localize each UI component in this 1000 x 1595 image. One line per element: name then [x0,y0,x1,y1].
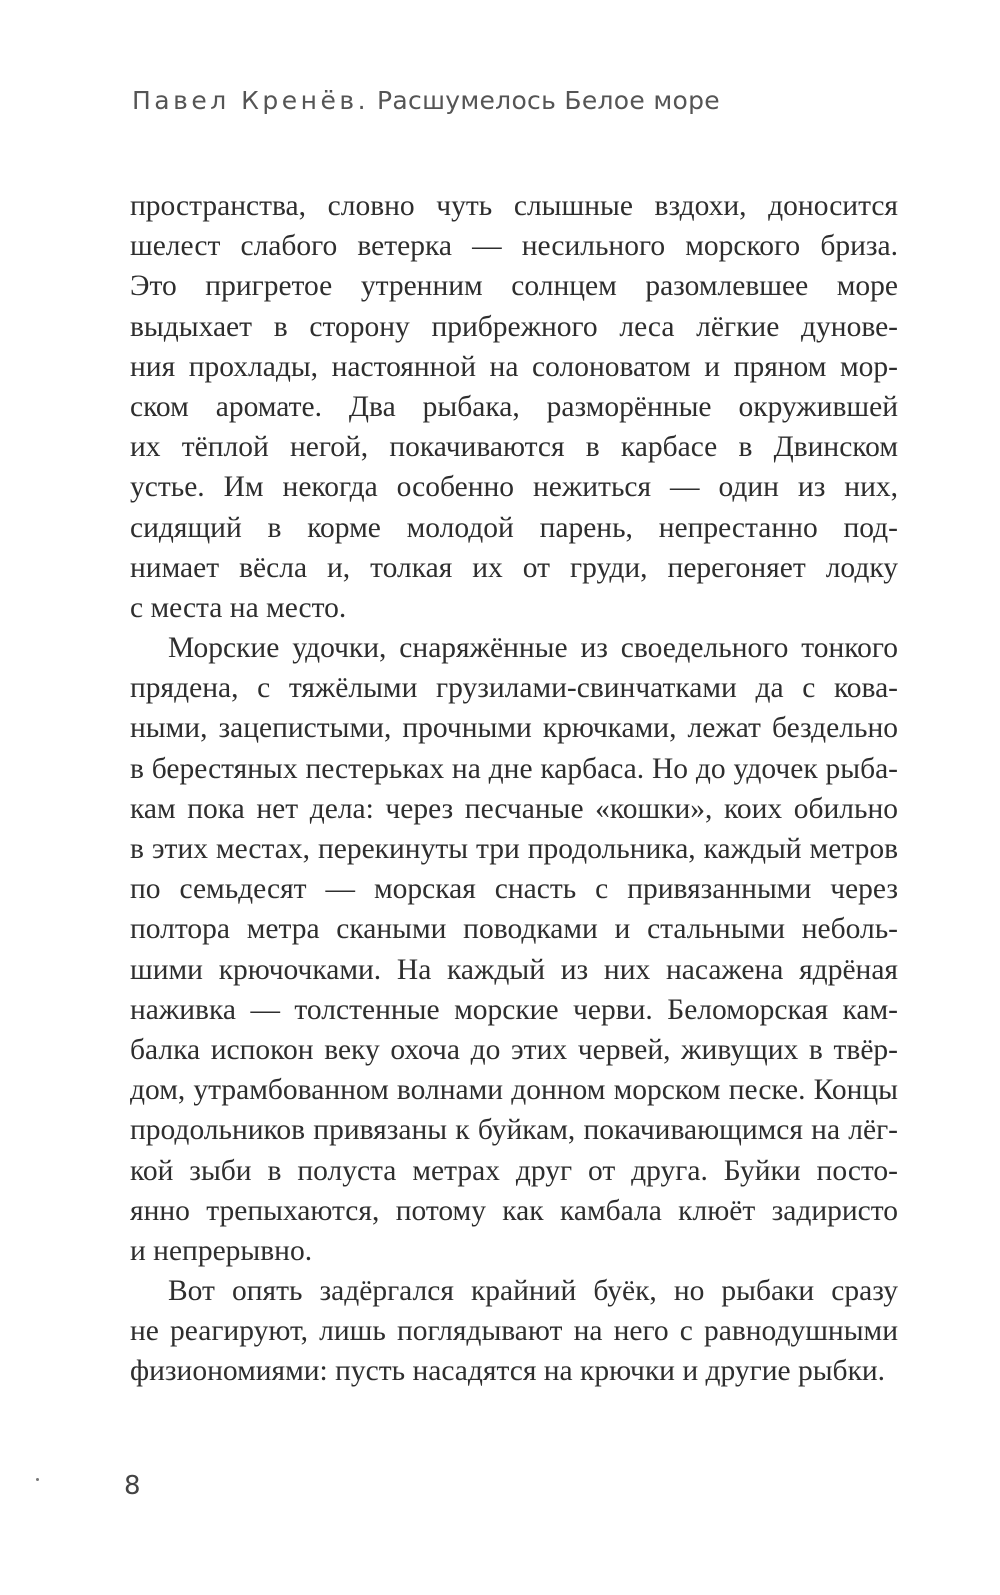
running-head [132,86,720,115]
text-line: физиономиями: пусть насадятся на крючки и другие рыбки. [130,1355,886,1388]
text-line: шелест слабого ветерка — несильного морского бриза. [130,230,898,263]
text-line: в берестяных пестерьках на дне карбаса. Но до удочек рыба- [130,752,898,785]
body-text [130,186,898,1392]
text-line: с места на место. [130,591,347,624]
text-line: Морские удочки, снаряжённые из своедельного тонкого [168,632,898,665]
text-line: Это пригретое утренним солнцем разомлевшее море [130,270,898,303]
text-line: полтора метра скаными поводками и стальными неболь- [130,913,898,946]
text-line: выдыхает в сторону прибрежного леса лёгкие дунове- [130,310,898,343]
page-number: 8 [124,1471,141,1501]
text-line: ными, зацепистыми, прочными крючками, лежат бездельно [130,712,898,745]
text-line: прядена, с тяжёлыми грузилами-свинчатками да с кова- [130,672,898,705]
text-line: Вот опять задёргался крайний буёк, но рыбаки сразу [168,1275,898,1308]
text-line: балка испокон веку охоча до этих червей, живущих в твёр- [130,1033,898,1066]
text-line: дом, утрамбованном волнами донном морском песке. Концы [130,1074,898,1107]
paragraph [130,1271,898,1392]
paper-speck [36,1478,39,1481]
paragraph [130,628,898,1271]
text-line: наживка — толстенные морские черви. Беломорская кам- [130,993,898,1026]
text-line: по семьдесят — морская снасть с привязанными через [130,873,898,906]
text-line: шими крючочками. На каждый из них насажена ядрёная [130,953,898,986]
text-line: кой зыби в полуста метрах друг от друга. Буйки посто- [130,1154,898,1187]
text-line: пространства, словно чуть слышные вздохи, доносится [130,190,898,222]
text-line: ния прохлады, настоянной на солоноватом и пряном мор- [130,350,898,383]
text-line: в этих местах, перекинуты три продольника, каждый метров [130,833,898,865]
text-line: продольников привязаны к буйкам, покачивающимся на лёг- [130,1114,898,1147]
text-line: ском аромате. Два рыбака, разморённые окружившей [130,390,898,423]
text-line: их тёплой негой, покачиваются в карбасе в Двинском [130,431,898,464]
running-head-author: Павел Кренёв. [132,86,370,115]
text-line: сидящий в корме молодой парень, непрестанно под- [130,511,898,544]
text-line: янно трепыхаются, потому как камбала клюёт задиристо [130,1194,898,1227]
text-line: и непрерывно. [130,1234,313,1267]
text-line: нимает вёсла и, толкая их от груди, перегоняет лодку [130,551,898,584]
paragraph [130,186,898,628]
text-line: не реагируют, лишь поглядывают на него с равнодушными [130,1315,898,1348]
text-line: кам пока нет дела: через песчаные «кошки», коих обильно [130,792,898,825]
running-head-book-title: Расшумелось Белое море [377,86,720,115]
text-line: устье. Им некогда особенно нежиться — один из них, [130,471,898,504]
